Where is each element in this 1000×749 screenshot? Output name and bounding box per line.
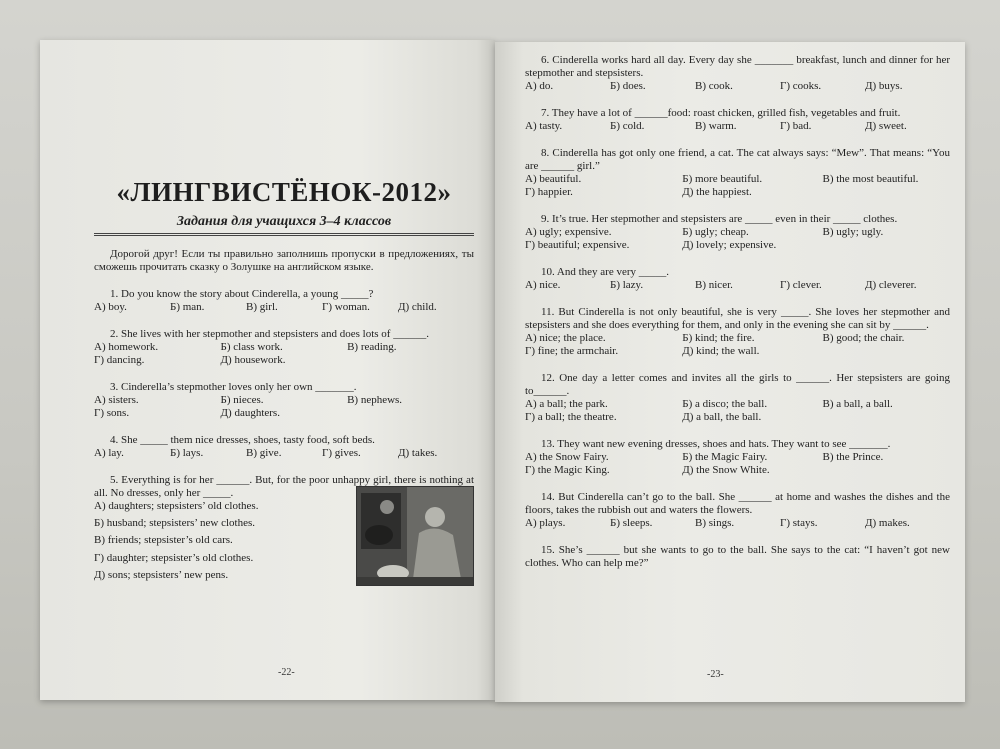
left-page xyxy=(40,40,495,700)
answer-option: Г) fine; the armchair. xyxy=(525,345,619,357)
answer-option: Г) stays. xyxy=(780,517,818,529)
answer-options xyxy=(525,279,950,292)
answer-option: Г) beautiful; expensive. xyxy=(525,239,630,251)
answer-option: Г) a ball; the theatre. xyxy=(525,411,617,423)
answer-option: Б) nieces. xyxy=(220,394,264,406)
question-12 xyxy=(525,372,950,424)
answer-option: Б) sleeps. xyxy=(610,517,653,529)
illustration-image xyxy=(357,487,473,585)
answer-option: Д) buys. xyxy=(865,80,903,92)
answer-options xyxy=(525,120,950,133)
answer-option: Б) more beautiful. xyxy=(682,173,763,185)
answer-option: Б) the Magic Fairy. xyxy=(682,451,768,463)
answer-options xyxy=(94,500,350,586)
question-3 xyxy=(94,381,474,420)
answer-options xyxy=(525,517,950,530)
answer-option: Б) lazy. xyxy=(610,279,644,291)
answer-option: Д) daughters. xyxy=(220,407,280,419)
question-5 xyxy=(94,474,474,586)
question-13 xyxy=(525,438,950,477)
answer-option: А) beautiful. xyxy=(525,173,582,185)
right-question-list xyxy=(525,54,950,584)
page-number: -22- xyxy=(278,667,295,678)
answer-options xyxy=(525,451,950,477)
answer-options xyxy=(525,173,950,199)
answer-option: А) sisters. xyxy=(94,394,139,406)
question-text: 8. Cinderella has got only one friend, a cat. The cat always says: “Mew”. That means: “You are ______ girl.” xyxy=(525,147,950,172)
question-text: 10. And they are very _____. xyxy=(541,266,669,278)
answer-option: Д) takes. xyxy=(398,447,438,459)
answer-option: В) a ball, a ball. xyxy=(822,398,893,410)
answer-option: А) tasty. xyxy=(525,120,563,132)
question-11 xyxy=(525,306,950,358)
answer-options xyxy=(525,226,950,252)
question-text: 4. She _____ them nice dresses, shoes, tasty food, soft beds. xyxy=(110,434,375,446)
question-7 xyxy=(525,107,950,133)
question-14 xyxy=(525,491,950,530)
answer-option: В) sings. xyxy=(695,517,735,529)
question-6 xyxy=(525,54,950,93)
answer-option: В) nephews. xyxy=(347,394,403,406)
answer-option: В) the Prince. xyxy=(822,451,884,463)
answer-option: Б) lays. xyxy=(170,447,204,459)
answer-options xyxy=(94,341,474,367)
section-subtitle: Задания для учащихся 3–4 классов xyxy=(94,215,474,236)
answer-option: Г) bad. xyxy=(780,120,812,132)
question-text: 3. Cinderella’s stepmother loves only her own _______. xyxy=(110,381,357,393)
contest-title: «ЛИНГВИСТЁНОК-2012» xyxy=(116,177,452,207)
question-1 xyxy=(94,288,474,314)
answer-option: Д) a ball, the ball. xyxy=(682,411,762,423)
question-text: 2. She lives with her stepmother and stepsisters and does lots of ______. xyxy=(110,328,429,340)
answer-option: Б) husband; stepsisters’ new clothes. xyxy=(94,517,255,530)
answer-option: Г) the Magic King. xyxy=(525,464,610,476)
left-question-list xyxy=(94,288,474,460)
answer-option: В) good; the chair. xyxy=(822,332,905,344)
answer-option: А) ugly; expensive. xyxy=(525,226,612,238)
answer-option: В) cook. xyxy=(695,80,733,92)
question-9 xyxy=(525,213,950,252)
page-number: -23- xyxy=(707,669,724,680)
answer-options xyxy=(525,398,950,424)
question-text: 7. They have a lot of ______food: roast chicken, grilled fish, vegetables and fruit. xyxy=(541,107,901,119)
answer-option: Д) the happiest. xyxy=(682,186,752,198)
answer-option: Б) class work. xyxy=(220,341,283,353)
answer-option: Г) happier. xyxy=(525,186,573,198)
answer-option: А) nice; the place. xyxy=(525,332,606,344)
answer-option: Б) kind; the fire. xyxy=(682,332,755,344)
answer-option: А) daughters; stepsisters’ old clothes. xyxy=(94,500,259,512)
answer-option: В) warm. xyxy=(695,120,737,132)
cinderella-illustration xyxy=(356,486,474,586)
question-4 xyxy=(94,434,474,460)
question-text: 9. It’s true. Her stepmother and stepsisters are _____ even in their _____ clothes. xyxy=(541,213,898,225)
answer-options xyxy=(525,332,950,358)
answer-options xyxy=(94,394,474,420)
answer-option: Д) sons; stepsisters’ new pens. xyxy=(94,568,229,581)
question-text: 15. She’s ______ but she wants to go to the ball. She says to the cat: “I haven’t got new clothes. Who can help me?” xyxy=(525,544,950,569)
answer-option: Д) makes. xyxy=(865,517,910,529)
answer-option: Д) cleverer. xyxy=(865,279,917,291)
answer-option: Г) dancing. xyxy=(94,354,145,366)
answer-option: Г) woman. xyxy=(322,301,370,313)
answer-option: Д) child. xyxy=(398,301,437,313)
answer-option: Б) man. xyxy=(170,301,205,313)
question-text: 12. One day a letter comes and invites all the girls to ______. Her stepsisters are going to______. xyxy=(525,372,950,397)
answer-options xyxy=(525,80,950,93)
question-10 xyxy=(525,266,950,292)
answer-option: Г) clever. xyxy=(780,279,822,291)
answer-option: А) lay. xyxy=(94,447,124,459)
answer-option: В) the most beautiful. xyxy=(822,173,919,185)
answer-option: А) a ball; the park. xyxy=(525,398,608,410)
question-5-body xyxy=(94,500,474,586)
answer-option: Д) lovely; expensive. xyxy=(682,239,777,251)
question-text: 11. But Cinderella is not only beautiful, she is very _____. She loves her stepmother and stepsisters and she does everything for them, and only in the evening she can sit by ______. xyxy=(525,306,950,331)
right-page xyxy=(495,42,965,702)
answer-option: Г) cooks. xyxy=(780,80,822,92)
answer-option: Д) sweet. xyxy=(865,120,907,132)
question-text: 13. They want new evening dresses, shoes and hats. They want to see _______. xyxy=(541,438,891,450)
question-text: 6. Cinderella works hard all day. Every day she _______ breakfast, lunch and dinner for her stepmother and stepsisters. xyxy=(525,54,950,79)
answer-option: Б) a disco; the ball. xyxy=(682,398,768,410)
answer-option: Д) housework. xyxy=(220,354,286,366)
answer-option: А) homework. xyxy=(94,341,159,353)
answer-option: Б) does. xyxy=(610,80,646,92)
answer-option: А) nice. xyxy=(525,279,561,291)
question-text: 14. But Cinderella can’t go to the ball. She ______ at home and washes the dishes and the floors, takes the rubbish out and waters the flowers. xyxy=(525,491,950,516)
answer-options xyxy=(94,301,474,314)
answer-option: Г) gives. xyxy=(322,447,361,459)
answer-option: Б) cold. xyxy=(610,120,645,132)
answer-option: Г) daughter; stepsister’s old clothes. xyxy=(94,551,254,564)
answer-option: Б) ugly; cheap. xyxy=(682,226,749,238)
intro-paragraph: Дорогой друг! Если ты правильно заполнишь пропуски в предложениях, ты сможешь прочитать сказку о Золушке на английском языке. xyxy=(94,248,474,273)
answer-option: В) nicer. xyxy=(695,279,733,291)
answer-option: В) ugly; ugly. xyxy=(822,226,884,238)
answer-option: В) give. xyxy=(246,447,282,459)
question-text: 5. Everything is for her ______. But, for the poor unhappy girl, there is nothing at all. No dresses, only her _____. xyxy=(94,474,474,499)
left-page-content xyxy=(94,46,474,600)
answer-option: А) plays. xyxy=(525,517,566,529)
answer-option: А) the Snow Fairy. xyxy=(525,451,609,463)
answer-option: Д) the Snow White. xyxy=(682,464,770,476)
answer-option: А) do. xyxy=(525,80,554,92)
answer-option: В) girl. xyxy=(246,301,278,313)
answer-option: Д) kind; the wall. xyxy=(682,345,760,357)
answer-option: Г) sons. xyxy=(94,407,130,419)
answer-option: А) boy. xyxy=(94,301,127,313)
answer-option: В) reading. xyxy=(347,341,397,353)
answer-option: В) friends; stepsister’s old cars. xyxy=(94,534,233,547)
question-2 xyxy=(94,328,474,367)
question-8 xyxy=(525,147,950,199)
question-text: 1. Do you know the story about Cinderella, a young _____? xyxy=(110,288,374,300)
question-15 xyxy=(525,544,950,570)
answer-options xyxy=(94,447,474,460)
